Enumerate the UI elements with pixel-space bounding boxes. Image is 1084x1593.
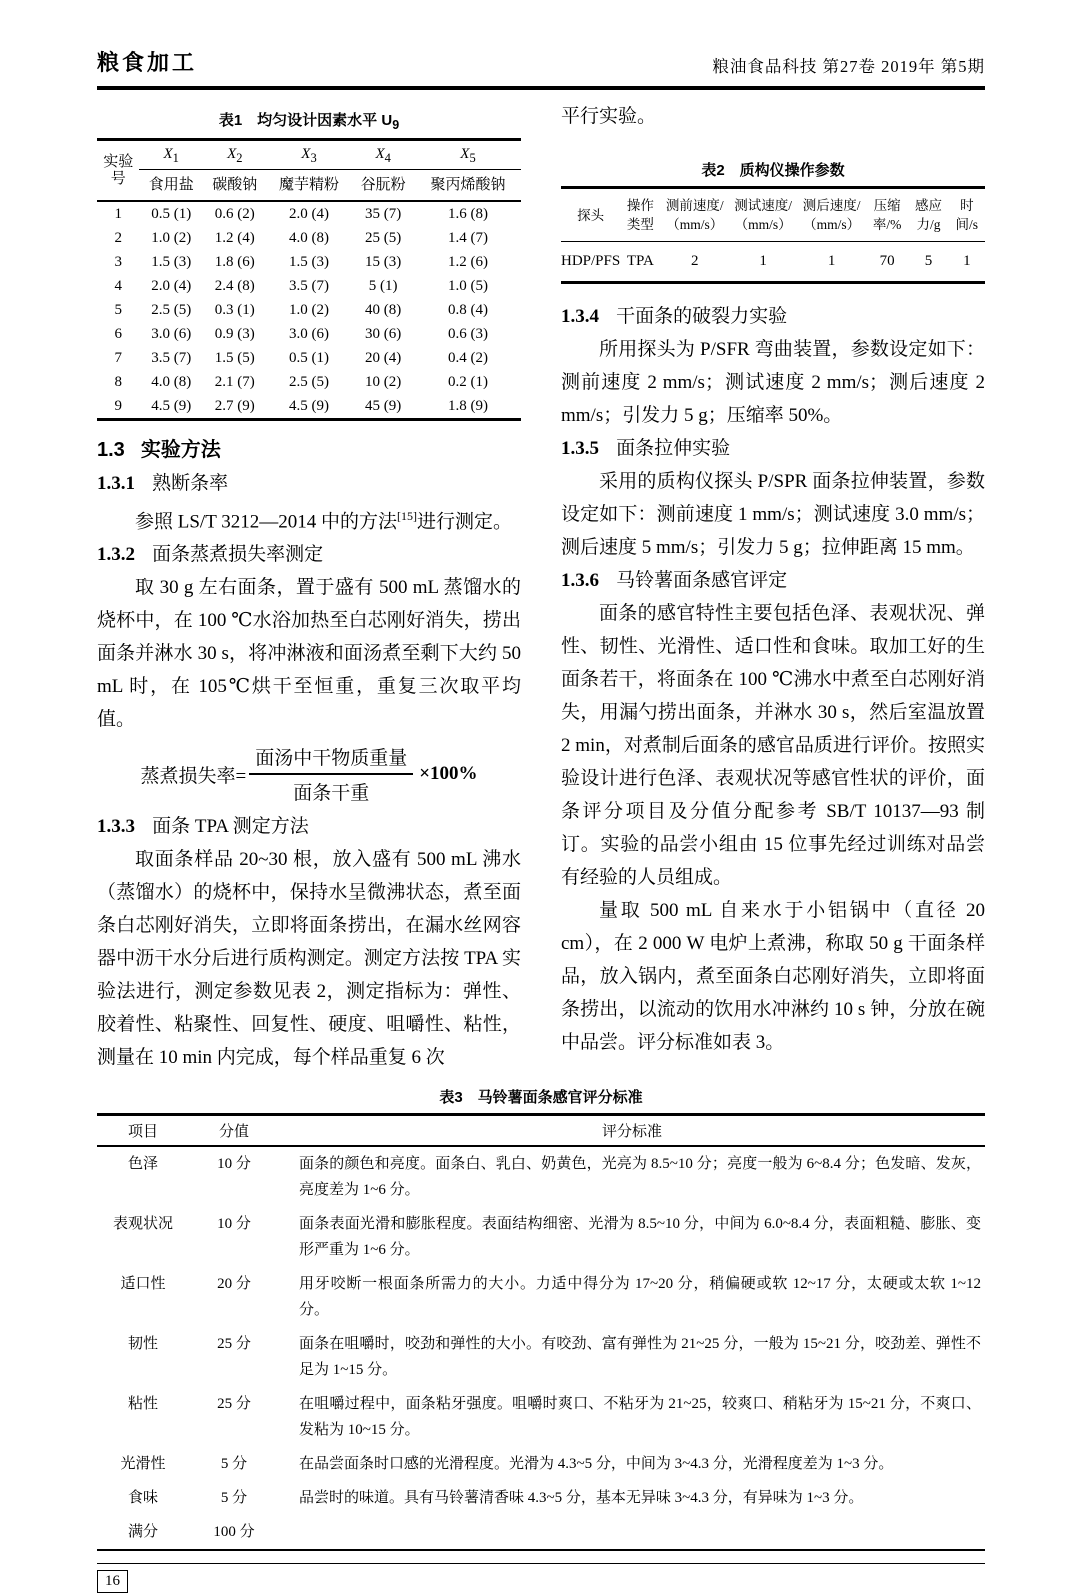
table-cell: 0.8 (4) xyxy=(447,301,488,318)
table-cell: 用牙咬断一根面条所需力的大小。力适中得分为 17~20 分，稍偏硬或软 12~17 分，太硬或太软 1~12 分。 xyxy=(299,1276,981,1319)
table-cell: 满分 xyxy=(127,1524,158,1541)
formula-denominator: 面条干重 xyxy=(293,783,370,805)
table-cell: 0.4 (2) xyxy=(447,349,488,366)
table-cell: 4 xyxy=(114,277,122,294)
table-header-cell: $X_2$ xyxy=(203,140,267,170)
table-cell: 品尝时的味道。具有马铃薯清香味 4.3~5 分，基本无异味 3~4.3 分，有异味为 1~3 分。 xyxy=(299,1490,864,1507)
table-row xyxy=(97,140,521,170)
table-header-cell: 魔芋精粉 xyxy=(267,170,352,202)
table-cell: 1.2 (4) xyxy=(214,229,255,246)
table-cell: 1.5 (5) xyxy=(214,349,255,366)
table-cell: 4.5 (9) xyxy=(151,397,192,414)
table-cell: 3.5 (7) xyxy=(288,277,329,294)
table-cell: 1.2 (6) xyxy=(447,253,488,270)
table-row xyxy=(97,1481,985,1515)
table-cell: 0.6 (2) xyxy=(214,205,255,222)
formula-fraction xyxy=(249,743,413,805)
table-cell: 30 (6) xyxy=(365,325,402,342)
table-cell: 0.5 (1) xyxy=(151,205,192,222)
table-cell: 40 (8) xyxy=(365,301,402,318)
paragraph-1-3-6b: 量取 500 mL 自来水于小铝锅中（直径 20 cm），在 2 000 W 电炉上煮沸，称取 50 g 干面条样品，放入锅内，煮至面条白芯刚好消失，立即将面条捞出，以流动的饮用水冲淋约 10 s 钟，分放在碗中品尝。评分标准如表 3。 xyxy=(561,900,985,1053)
table-header-cell: 分值 xyxy=(189,1115,279,1147)
paragraph-1-3-3: 取面条样品 20~30 根，放入盛有 500 mL 沸水（蒸馏水）的烧杯中，保持水呈微沸状态，煮至面条白芯刚好消失，立即将面条捞出，在漏水丝网容器中沥干水分后进行质构测定。测定方法按 TPA 实验法进行，测定参数见表 2，测定指标为：弹性、胶着性、粘聚性、回复性、硬度、咀嚼性、粘性，测量在 10 min 内完成，每个样品重复 6 次 xyxy=(97,849,521,1069)
table-row xyxy=(97,1267,985,1327)
table-cell: 1.8 (6) xyxy=(214,253,255,270)
table-row xyxy=(97,1327,985,1387)
table-cell: 4.0 (8) xyxy=(151,373,192,390)
table-row xyxy=(561,242,985,283)
table-cell: 1.5 (3) xyxy=(151,253,192,270)
heading-1-3-6: 1.3.6 马铃薯面条感官评定 xyxy=(561,570,788,591)
table-cell: 2.7 (9) xyxy=(214,397,255,414)
cooking-loss-formula xyxy=(97,743,521,805)
table-cell: 适口性 xyxy=(120,1276,166,1293)
table-cell: 面条的颜色和亮度。面条白、乳白、奶黄色，光亮为 8.5~10 分；亮度一般为 6~8.4 分；色发暗、发灰，亮度差为 1~6 分。 xyxy=(299,1156,981,1199)
table-cell: 5 xyxy=(114,301,122,318)
table-cell: 3.0 (6) xyxy=(151,325,192,342)
table-cell: 5 (1) xyxy=(368,277,398,294)
table-header-cell: 谷朊粉 xyxy=(351,170,415,202)
table-cell: 2.1 (7) xyxy=(214,373,255,390)
table-row xyxy=(97,226,521,250)
table-cell: 35 (7) xyxy=(365,205,402,222)
table-cell: 1 xyxy=(114,205,122,222)
table-cell: 10 分 xyxy=(217,1156,251,1173)
table-cell: 20 (4) xyxy=(365,349,402,366)
table-cell: 100 分 xyxy=(213,1524,255,1541)
table-cell: 2 xyxy=(690,253,699,269)
table-header-cell: 碳酸钠 xyxy=(203,170,267,202)
table-cell: 2.4 (8) xyxy=(214,277,255,294)
table-cell: 0.3 (1) xyxy=(214,301,255,318)
table-cell: TPA xyxy=(626,253,654,269)
table-cell: 25 分 xyxy=(217,1336,251,1353)
table-cell: 0.2 (1) xyxy=(447,373,488,390)
table-cell: 在咀嚼过程中，面条粘牙强度。咀嚼时爽口、不粘牙为 21~25，较爽口、稍粘牙为 15~21 分，不爽口、发粘为 10~15 分。 xyxy=(299,1396,981,1439)
paragraph-1-3-2: 取 30 g 左右面条，置于盛有 500 mL 蒸馏水的烧杯中，在 100 ℃水浴加热至白芯刚好消失，捞出面条并淋水 30 s，将冲淋液和面汤煮至剩下大约 50 mL 时，在 105℃烘干至恒重，重复三次取平均值。 xyxy=(97,577,521,731)
paragraph-1-3-4: 所用探头为 P/SFR 弯曲装置，参数设定如下：测前速度 2 mm/s；测试速度 2 mm/s；测后速度 2 mm/s；引发力 5 g；压缩率 50%。 xyxy=(561,339,985,426)
table-cell: 3.5 (7) xyxy=(151,349,192,366)
texture-analyzer-table xyxy=(561,186,985,284)
table-cell: 食味 xyxy=(127,1490,158,1507)
table-cell: 0.6 (3) xyxy=(447,325,488,342)
paragraph-1-3-1: 参照 LS/T 3212—2014 中的方法[15]进行测定。 xyxy=(135,509,512,533)
table-cell: 5 xyxy=(924,253,933,269)
table-header-cell: 测后速度/（mm/s） xyxy=(797,188,865,242)
table-cell: 25 分 xyxy=(217,1396,251,1413)
journal-info: 粮油食品科技 第27卷 2019年 第5期 xyxy=(712,57,985,76)
table-cell: 2.0 (4) xyxy=(288,205,329,222)
table-cell: 3 xyxy=(114,253,122,270)
table-header-cell: 时间/s xyxy=(949,188,985,242)
table-row xyxy=(97,346,521,370)
table-row xyxy=(97,1447,985,1481)
table-header-cell: 聚丙烯酸钠 xyxy=(415,170,521,202)
table-cell: 20 分 xyxy=(217,1276,251,1293)
table-row xyxy=(97,1115,985,1147)
table-cell: 1.0 (5) xyxy=(447,277,488,294)
table-cell: 色泽 xyxy=(127,1156,158,1173)
table-header-cell: 感应力/g xyxy=(908,188,948,242)
table-cell: 4.5 (9) xyxy=(288,397,329,414)
table-cell: 10 (2) xyxy=(365,373,402,390)
table-header-cell: $X_1$ xyxy=(139,140,203,170)
table-cell: 6 xyxy=(114,325,122,342)
table-cell: 2.5 (5) xyxy=(288,373,329,390)
table-header-cell: 压缩率/% xyxy=(866,188,909,242)
table-cell: 4.0 (8) xyxy=(288,229,329,246)
table-cell: 1.8 (9) xyxy=(447,397,488,414)
table-cell: 0.5 (1) xyxy=(288,349,329,366)
table-header-cell: 食用盐 xyxy=(139,170,203,202)
table-cell: 10 分 xyxy=(217,1216,251,1233)
table-cell: 1.0 (2) xyxy=(288,301,329,318)
table-row xyxy=(97,394,521,420)
heading-1-3-2: 1.3.2 面条蒸煮损失率测定 xyxy=(97,544,324,566)
heading-1-3-1: 1.3.1 熟断条率 xyxy=(97,473,229,494)
table-header-cell: 实验 号 xyxy=(97,140,139,202)
table1-caption: 表1 均匀设计因素水平 $U_9$ xyxy=(218,112,400,132)
heading-1-3-3: 1.3.3 面条 TPA 测定方法 xyxy=(97,816,309,838)
table-cell: 1.0 (2) xyxy=(151,229,192,246)
formula-numerator: 面汤中干物质重量 xyxy=(249,743,413,775)
uniform-design-table xyxy=(97,138,521,421)
table-cell: 2.5 (5) xyxy=(151,301,192,318)
table-header-cell: 项目 xyxy=(97,1115,189,1147)
table-header-cell: $X_5$ xyxy=(415,140,521,170)
formula-lhs: 蒸煮损失率= xyxy=(140,765,247,787)
table-cell: 0.9 (3) xyxy=(214,325,255,342)
heading-1-3-4: 1.3.4 干面条的破裂力实验 xyxy=(561,306,788,327)
table-row xyxy=(97,1207,985,1267)
table-header-cell: 评分标准 xyxy=(279,1115,985,1147)
table-cell: 韧性 xyxy=(127,1336,158,1353)
table-row xyxy=(97,1387,985,1447)
table-header-cell: 探头 xyxy=(561,188,620,242)
table-cell: 9 xyxy=(114,397,122,414)
table-row xyxy=(97,298,521,322)
table-header-cell: $X_3$ xyxy=(267,140,352,170)
table-cell: 1.4 (7) xyxy=(447,229,488,246)
table-cell: 1.6 (8) xyxy=(447,205,488,222)
table3-caption: 表3 马铃薯面条感官评分标准 xyxy=(439,1089,643,1107)
table-cell: 7 xyxy=(114,349,122,366)
table-cell: 45 (9) xyxy=(365,397,402,414)
table-row xyxy=(561,188,985,242)
table-cell: 15 (3) xyxy=(365,253,402,270)
table-cell: HDP/PFS xyxy=(561,253,621,269)
table-row xyxy=(97,274,521,298)
heading-1-3: 1.3 实验方法 xyxy=(97,439,221,461)
section-title: 粮食加工 xyxy=(97,50,198,75)
table-cell: 表观状况 xyxy=(112,1216,173,1233)
table-cell: 光滑性 xyxy=(120,1456,166,1473)
heading-1-3-5: 1.3.5 面条拉伸实验 xyxy=(561,438,731,459)
table-cell: 8 xyxy=(114,373,122,390)
table-row xyxy=(97,201,521,226)
table-cell: 1 xyxy=(963,253,971,269)
page-number: 16 xyxy=(97,1570,128,1593)
table-cell: 5 分 xyxy=(220,1456,248,1473)
table-cell: 面条在咀嚼时，咬劲和弹性的大小。有咬劲、富有弹性为 21~25 分，一般为 15~21 分，咬劲差、弹性不足为 1~15 分。 xyxy=(299,1336,981,1379)
left-column xyxy=(97,100,521,1074)
right-column xyxy=(561,100,985,1074)
table-cell: 1.5 (3) xyxy=(288,253,329,270)
table-header-cell: 测试速度/（mm/s） xyxy=(729,188,797,242)
table-cell: 2.0 (4) xyxy=(151,277,192,294)
paragraph-1-3-5: 采用的质构仪探头 P/SPR 面条拉伸装置，参数设定如下：测前速度 1 mm/s；测试速度 3.0 mm/s；测后速度 5 mm/s；引发力 5 g；拉伸距离 15 mm。 xyxy=(561,471,985,558)
page-header xyxy=(97,46,985,90)
table-row xyxy=(97,1515,985,1550)
table-header-cell: $X_4$ xyxy=(351,140,415,170)
table-cell: 粘性 xyxy=(127,1396,158,1413)
formula-multiplier: ×100% xyxy=(419,763,478,785)
paragraph-1-3-6a: 面条的感官特性主要包括色泽、表观状况、弹性、韧性、光滑性、适口性和食味。取加工好的生面条若干，将面条在 100 ℃沸水中煮至白芯刚好消失，用漏勺捞出面条，并淋水 30 s，然后室温放置 2 min，对煮制后面条的感官品质进行评价。按照实验设计进行色泽、表观状况等感官性状的评价，面条评分项目及分值分配参考 SB/T 10137—93 制订。实验的品尝小组由 15 位事先经过训练对品尝有经验的人员组成。 xyxy=(561,603,985,888)
table-cell: 2 xyxy=(114,229,122,246)
table-row xyxy=(97,250,521,274)
table2-caption: 表2 质构仪操作参数 xyxy=(701,162,845,179)
table-row xyxy=(97,1146,985,1207)
table3-section xyxy=(97,1086,985,1551)
footer-rule xyxy=(97,1563,985,1564)
table-cell: 3.0 (6) xyxy=(288,325,329,342)
table-row xyxy=(97,370,521,394)
table-cell: 1 xyxy=(759,253,767,269)
table-cell: 面条表面光滑和膨胀程度。表面结构细密、光滑为 8.5~10 分，中间为 6.0~8.4 分，表面粗糙、膨胀、变形严重为 1~6 分。 xyxy=(299,1216,981,1259)
table-cell xyxy=(279,1515,985,1550)
continuation-line: 平行实验。 xyxy=(561,106,657,127)
reference-superscript: [15] xyxy=(396,509,417,523)
table-header-cell: 操作类型 xyxy=(620,188,660,242)
table-row xyxy=(97,322,521,346)
table-row xyxy=(97,170,521,202)
two-column-body xyxy=(97,100,985,1074)
table-cell: 5 分 xyxy=(220,1490,248,1507)
table-cell: 在品尝面条时口感的光滑程度。光滑为 4.3~5 分，中间为 3~4.3 分，光滑程度差为 1~3 分。 xyxy=(299,1456,894,1473)
sensory-score-table xyxy=(97,1113,985,1551)
table-cell: 1 xyxy=(827,253,836,269)
table-cell: 25 (5) xyxy=(365,229,402,246)
table-cell: 70 xyxy=(879,253,895,269)
table-header-cell: 测前速度/（mm/s） xyxy=(661,188,729,242)
